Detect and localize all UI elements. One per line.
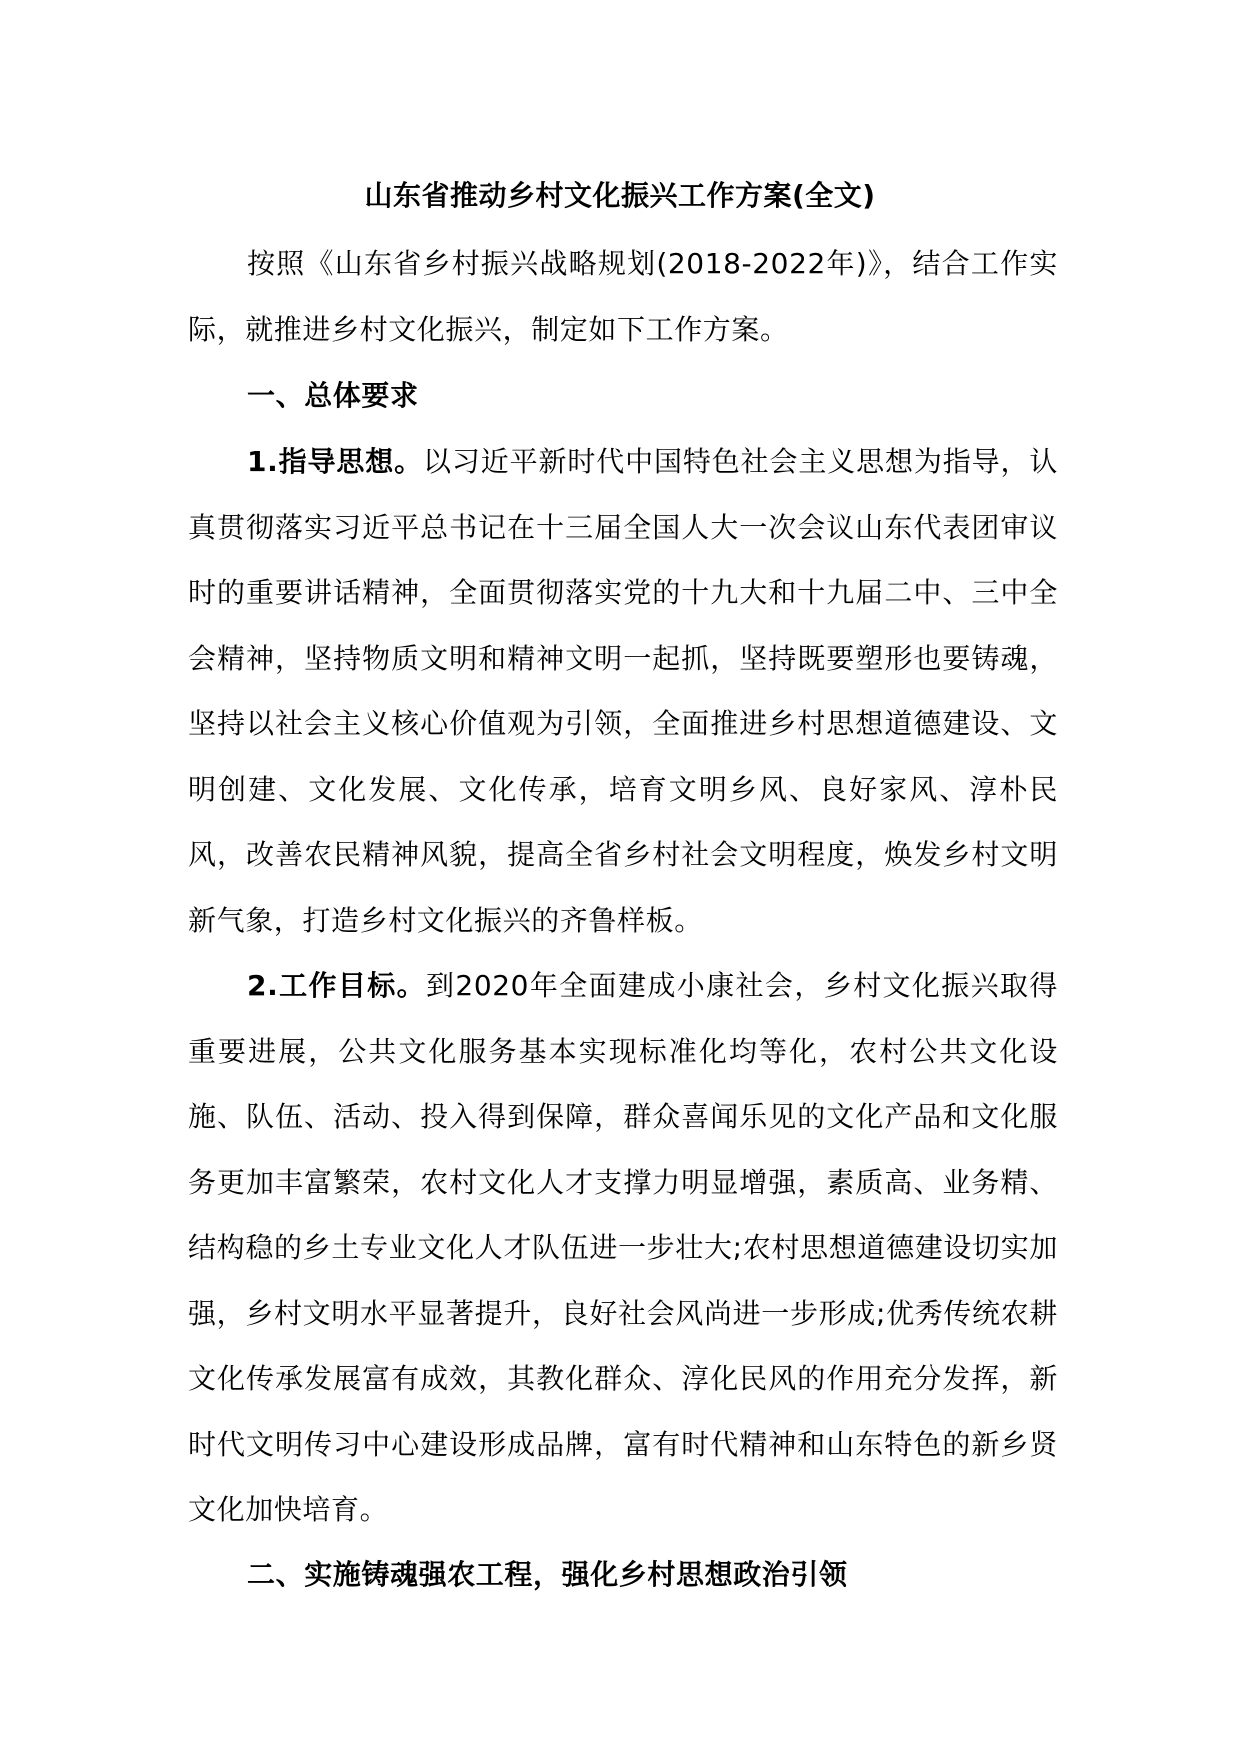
section-1-heading-block [188, 363, 1058, 429]
work-goal-lead: 2.工作目标。 [247, 969, 427, 1002]
section-1-heading: 一、总体要求 [247, 379, 419, 412]
work-goal-block [188, 953, 1058, 1543]
document-title: 山东省推动乡村文化振兴工作方案(全文) [364, 179, 876, 212]
intro-paragraph: 按照《山东省乡村振兴战略规划(2018-2022年)》，结合工作实际，就推进乡村文化振兴，制定如下工作方案。 [188, 247, 1058, 346]
guiding-thought-paragraph [188, 429, 1058, 953]
section-2-heading-block [188, 1542, 1058, 1608]
guiding-thought-lead: 1.指导思想。 [247, 445, 423, 478]
intro-paragraph-block [188, 231, 1058, 362]
guiding-thought-text: 以习近平新时代中国特色社会主义思想为指导，认真贯彻落实习近平总书记在十三届全国人大一次会议山东代表团审议时的重要讲话精神，全面贯彻落实党的十九大和十九届二中、三中全会精神，坚持物质文明和精神文明一起抓，坚持既要塑形也要铸魂，坚持以社会主义核心价值观为引领，全面推进乡村思想道德建设、文明创建、文化发展、文化传承，培育文明乡风、良好家风、淳朴民风，改善农民精神风貌，提高全省乡村社会文明程度，焕发乡村文明新气象，打造乡村文化振兴的齐鲁样板。 [188, 445, 1058, 937]
work-goal-text: 到2020年全面建成小康社会，乡村文化振兴取得重要进展，公共文化服务基本实现标准化均等化，农村公共文化设施、队伍、活动、投入得到保障，群众喜闻乐见的文化产品和文化服务更加丰富繁荣，农村文化人才支撑力明显增强，素质高、业务精、结构稳的乡土专业文化人才队伍进一步壮大;农村思想道德建设切实加强，乡村文明水平显著提升，良好社会风尚进一步形成;优秀传统农耕文化传承发展富有成效，其教化群众、淳化民风的作用充分发挥，新时代文明传习中心建设形成品牌，富有时代精神和山东特色的新乡贤文化加快培育。 [188, 969, 1058, 1526]
work-goal-paragraph [188, 953, 1058, 1543]
section-2-heading: 二、实施铸魂强农工程，强化乡村思想政治引领 [247, 1558, 848, 1591]
guiding-thought-block [188, 429, 1058, 953]
